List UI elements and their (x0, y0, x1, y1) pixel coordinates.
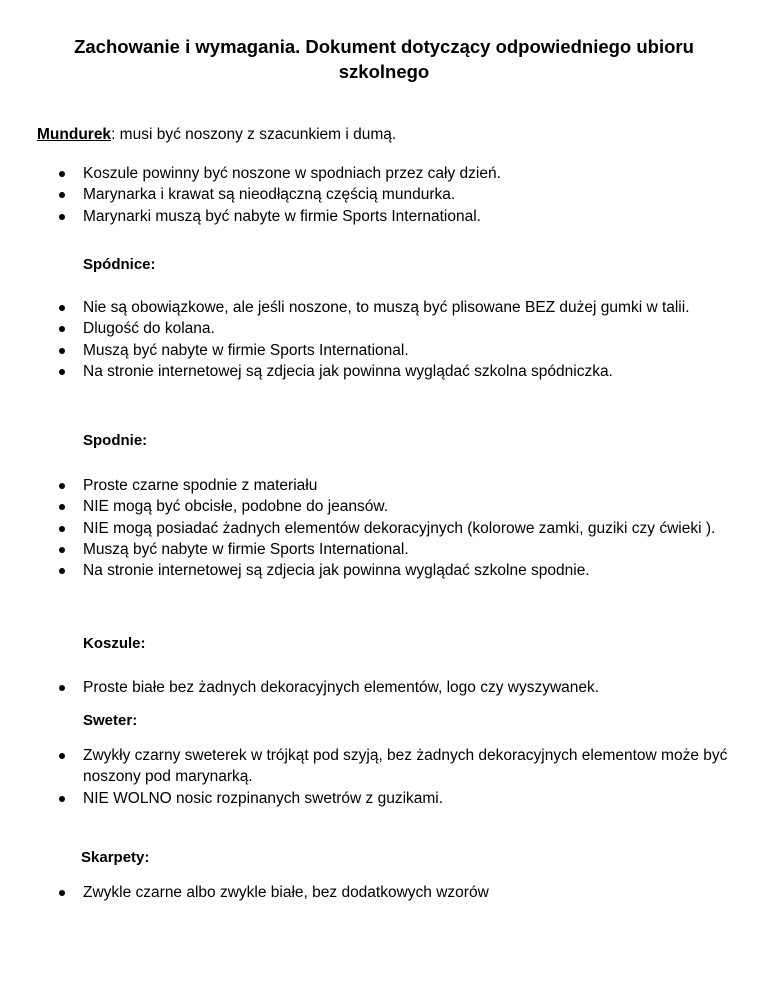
bullet-icon (59, 369, 65, 375)
uniform-list (0, 163, 740, 227)
intro-line (37, 125, 396, 145)
shirts-list (0, 677, 740, 698)
section-heading-socks: Skarpety: (81, 849, 150, 866)
list-item: Nie są obowiązkowe, ale jeśli noszone, to muszą być plisowane BEZ dużej gumki w talii. (0, 297, 740, 318)
list-item: Muszą być nabyte w firmie Sports International. (0, 340, 740, 361)
section-heading-sweater: Sweter: (83, 712, 138, 729)
bullet-icon (59, 504, 65, 510)
document-title: Zachowanie i wymagania. Dokument dotyczący odpowiedniego ubioru szkolnego (74, 36, 694, 82)
socks-list (0, 882, 740, 903)
section-heading-shirts: Koszule: (83, 635, 146, 652)
bullet-icon (59, 568, 65, 574)
bullet-icon (59, 526, 65, 532)
list-item: Koszule powinny być noszone w spodniach przez cały dzień. (0, 163, 740, 184)
bullet-icon (59, 483, 65, 489)
list-item: Muszą być nabyte w firmie Sports International. (0, 539, 740, 560)
bullet-icon (59, 192, 65, 198)
sweater-list (0, 745, 740, 809)
bullet-icon (59, 305, 65, 311)
bullet-icon (59, 685, 65, 691)
bullet-icon (59, 796, 65, 802)
bullet-icon (59, 890, 65, 896)
skirts-list (0, 297, 740, 382)
list-item: NIE WOLNO nosic rozpinanych swetrów z guzikami. (0, 788, 740, 809)
list-item: Dlugość do kolana. (0, 318, 740, 339)
bullet-icon (59, 547, 65, 553)
bullet-icon (59, 348, 65, 354)
list-item: Marynarka i krawat są nieodłączną częścią mundurka. (0, 184, 740, 205)
list-item: NIE mogą posiadać żadnych elementów dekoracyjnych (kolorowe zamki, guziki czy ćwieki ). (0, 518, 740, 539)
bullet-icon (59, 326, 65, 332)
bullet-icon (59, 171, 65, 177)
section-heading-skirts: Spódnice: (83, 256, 156, 273)
list-item: Proste białe bez żadnych dekoracyjnych elementów, logo czy wyszywanek. (0, 677, 740, 698)
bullet-icon (59, 753, 65, 759)
intro-keyword: Mundurek (37, 126, 112, 143)
intro-text: : musi być noszony z szacunkiem i dumą. (111, 126, 397, 143)
list-item: Zwykle czarne albo zwykle białe, bez dodatkowych wzorów (0, 882, 740, 903)
list-item: Zwykły czarny sweterek w trójkąt pod szyją, bez żadnych dekoracyjnych elementow może być noszony pod marynarką. (0, 745, 740, 788)
trousers-list (0, 475, 740, 581)
section-heading-trousers: Spodnie: (83, 432, 148, 449)
list-item: Na stronie internetowej są zdjecia jak powinna wyglądać szkolna spódniczka. (0, 361, 740, 382)
list-item: Marynarki muszą być nabyte w firmie Sports International. (0, 206, 740, 227)
list-item: Na stronie internetowej są zdjecia jak powinna wyglądać szkolne spodnie. (0, 560, 740, 581)
list-item: Proste czarne spodnie z materiału (0, 475, 740, 496)
list-item: NIE mogą być obcisłe, podobne do jeansów. (0, 496, 740, 517)
bullet-icon (59, 214, 65, 220)
